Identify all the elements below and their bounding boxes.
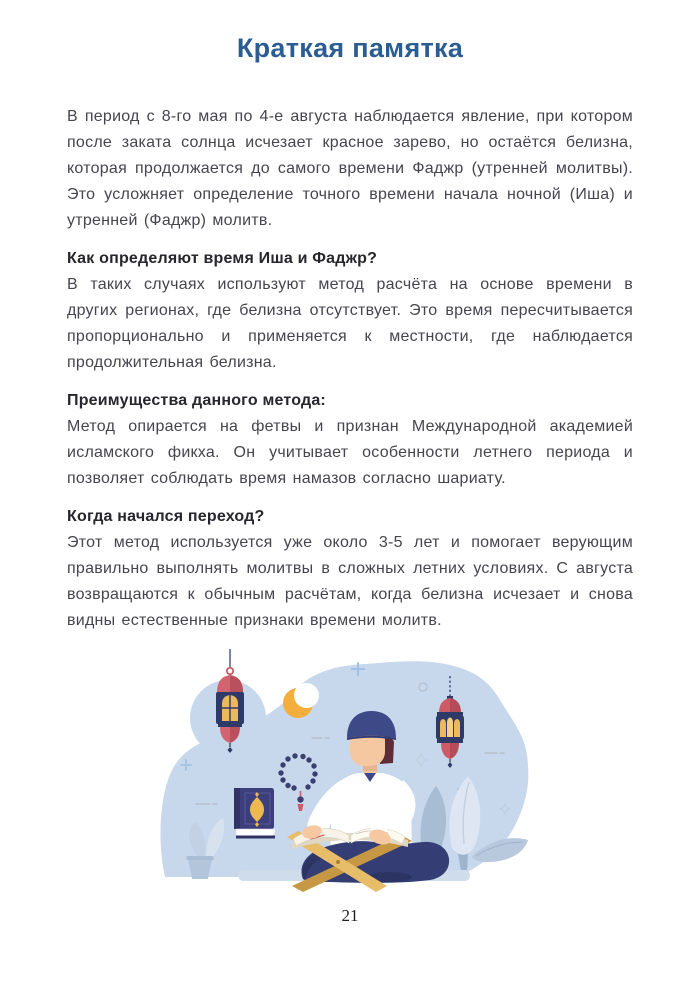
section-paragraph-advantages: Метод опирается на фетвы и признан Международной академией исламского фикха. Он учитывает особенности летнего периода и позволяет соблюдать время намазов согласно шариату.	[67, 418, 633, 487]
section-advantages	[67, 388, 633, 492]
intro-paragraph: В период с 8-го мая по 4-е августа наблюдается явление, при котором после заката солнца исчезает красное зарево, но остаётся белизна, которая продолжается до самого времени Фаджр (утренней молитвы). Это усложняет определение точного времени начала ночной (Иша) и утренней (Фаджр) молитв.	[67, 108, 633, 229]
reading-quran-illustration	[60, 646, 640, 910]
page-number: 21	[341, 906, 359, 925]
section-intro	[67, 104, 633, 234]
section-paragraph-isha-fajr: В таких случаях используют метод расчёта на основе времени в других регионах, где белизна отсутствует. Это время пересчитывается пропорционально и применяется к местности, где наблюдается продолжительная белизна.	[67, 276, 633, 371]
page-title: Краткая памятка	[236, 33, 464, 63]
section-isha-fajr	[67, 246, 633, 376]
section-heading-transition: Когда начался переход?	[67, 508, 265, 525]
section-paragraph-transition: Этот метод используется уже около 3-5 лет и помогает верующим правильно выполнять молитвы в сложных летних условиях. С августа возвращаются к обычным расчётам, когда белизна исчезает и снова видны естественные признаки времени молитв.	[67, 534, 633, 629]
section-heading-advantages: Преимущества данного метода:	[67, 392, 326, 409]
memo-content	[67, 104, 633, 634]
section-heading-isha-fajr: Как определяют время Иша и Фаджр?	[67, 250, 378, 267]
quran-book-icon	[234, 788, 275, 839]
section-transition	[67, 504, 633, 634]
